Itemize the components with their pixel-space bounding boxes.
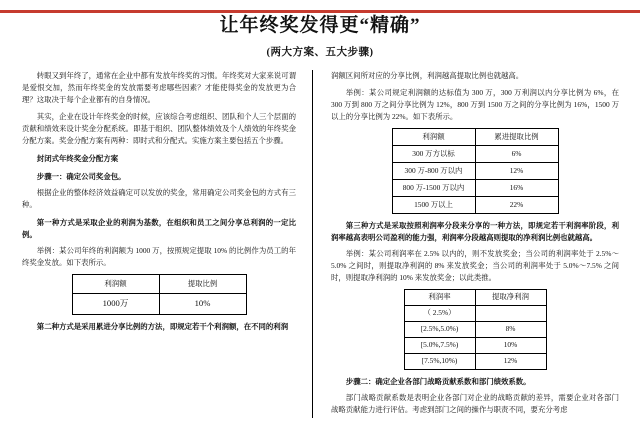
table3-header-1: 提取净利润 (475, 289, 546, 305)
table2-cell-1-1: 12% (475, 162, 558, 179)
table2-cell-3-0: 1500 万以上 (392, 196, 475, 213)
table2-header-0: 利润额 (392, 128, 475, 145)
table2-cell-2-0: 800 万-1500 万以内 (392, 179, 475, 196)
two-column-body (22, 70, 620, 418)
table1-cell-0-0: 1000万 (72, 293, 159, 314)
table1-cell-0-1: 10% (159, 293, 246, 314)
left-section-title: 封闭式年终奖金分配方案 (36, 153, 119, 163)
table-row (392, 196, 558, 213)
table-progressive-ratio (392, 128, 559, 214)
table-row (392, 162, 558, 179)
table3-cell-3-0: [7.5%,10%) (404, 353, 475, 369)
left-way2-title: 第二种方式是采用累进分享比例的方法，即规定若干个利润额，在不同的利润 (36, 321, 289, 331)
table3-cell-0-1 (475, 305, 546, 321)
right-example-2: 举例：某公司利润率在 2.5% 以内的，则不发放奖金；当公司的利润率处于 2.5%～5.0% 之间时，则提取净利润的 8% 来发放奖金；当公司的利润率处于 5.0%～7.5% 之间时，则提取净利润的 10% 来发放奖金；以此类推。 (331, 248, 619, 282)
table3-cell-1-1: 8% (475, 321, 546, 337)
table-row (392, 145, 558, 162)
table1-header-0: 利润额 (72, 274, 159, 293)
table3-cell-0-0: （ 2.5%） (404, 305, 475, 321)
table-row (72, 293, 246, 314)
page-subtitle: (两大方案、五大步骤) (266, 47, 374, 58)
table-row (404, 321, 546, 337)
table2-header-1: 累进提取比例 (475, 128, 558, 145)
table-row (392, 179, 558, 196)
right-lead-line: 润额区间所对应的分享比例，利润越高提取比例也就越高。 (331, 71, 524, 80)
table-row (404, 337, 546, 353)
table-row (404, 305, 546, 321)
left-para-1: 转眼又到年终了，通常在企业中都有发放年终奖的习惯。年终奖对大家来说可谓是爱恨交加，然而年终奖金的发放需要考虑哪些因素？才能使得奖金的发放更为合理？这取决于每个企业都有的自身情况。 (22, 71, 296, 104)
table-row (404, 353, 546, 369)
table3-header-0: 利润率 (404, 289, 475, 305)
right-step2-title: 步骤二：确定企业各部门战略贡献系数和部门绩效系数。 (345, 376, 531, 386)
table2-cell-0-0: 300 万方以标 (392, 145, 475, 162)
document-page (0, 10, 640, 422)
table2-cell-2-1: 16% (475, 179, 558, 196)
table3-cell-3-1: 12% (475, 353, 546, 369)
table-profit-extract-ratio (72, 274, 247, 315)
table2-cell-3-1: 22% (475, 196, 558, 213)
table-profit-rate-extract (404, 289, 547, 370)
table3-cell-2-0: [5.0%,7.5%) (404, 337, 475, 353)
left-step1-title: 步骤一：确定公司奖金包。 (36, 171, 126, 181)
page-title: 让年终奖发得更“精确” (219, 15, 421, 36)
left-way1-title: 第一种方式是采取企业的利润为基数，在组织和员工之间分享总利润的一定比例。 (22, 217, 296, 239)
table1-header-1: 提取比例 (159, 274, 246, 293)
right-example-1: 举例：某公司规定利润额的达标值为 300 万，300 万利润以内分享比例为 6%，在 300 万到 800 万之间分享比例为 12%，800 万到 1500 万之间的分享比例为 16%，1500 万以上的分享比例为 22%。如下表所示。 (331, 87, 619, 121)
table3-cell-1-0: [2.5%,5.0%) (404, 321, 475, 337)
right-way3-title: 第三种方式是采取按照利润率分段来分享的一种方法，即规定若干利润率阶段，利润率越高表明公司盈利的能力强，利润率分段越高则提取的净利润比例也就越高。 (331, 220, 619, 242)
left-step1-body: 根据企业的整体经济效益确定可以发放的奖金，常用确定公司奖金包的方式有三种。 (22, 187, 296, 209)
left-column (22, 70, 313, 418)
table2-cell-0-1: 6% (475, 145, 558, 162)
table2-cell-1-0: 300 万-800 万以内 (392, 162, 475, 179)
left-para-2: 其实，企业在设计年终奖金的时候，应该综合考虑组织、团队和个人三个层面的贡献和绩效来设计奖金分配系统。即基于组织、团队整体绩效及个人绩效的年终奖金分配方案。奖金分配方案有两种：即时式和分配式。实施方案主要包括五个步骤。 (22, 111, 296, 145)
top-accent-bar (0, 10, 640, 13)
right-step2-body: 部门战略贡献系数是表明企业各部门对企业的战略贡献的差异，需要企业对各部门战略贡献能力进行评估。考虑到部门之间的操作与职责不同，要充分考虑 (331, 392, 619, 414)
table3-cell-2-1: 10% (475, 337, 546, 353)
right-column (331, 70, 619, 418)
left-way1-body: 举例：某公司年终的利润额为 1000 万，按照规定提取 10% 的比例作为员工的年终奖金发放。如下表所示。 (22, 245, 296, 267)
